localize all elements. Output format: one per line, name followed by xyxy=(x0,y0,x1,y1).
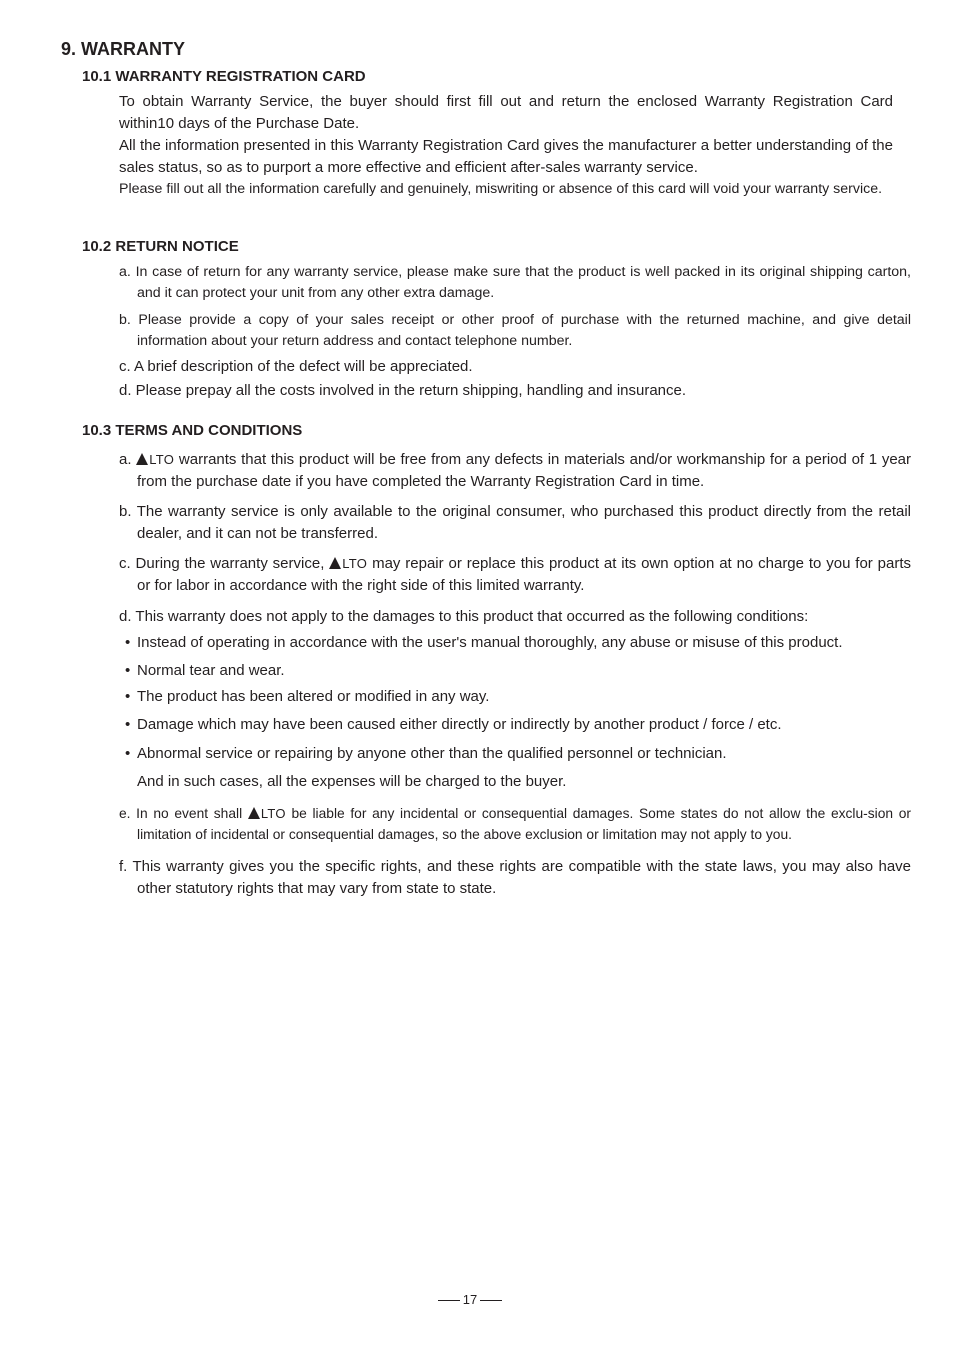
terms-item-d: d. This warranty does not apply to the damages to this product that occurred as the following conditions: xyxy=(119,608,809,625)
return-item-b: b. Please provide a copy of your sales receipt or other proof of purchase with the returned machine, and give detail information about your return address and contact telephone number. xyxy=(119,312,911,349)
bullet-icon: • xyxy=(125,688,131,705)
brand-logo: LTO xyxy=(329,553,367,575)
page-number-rule-left xyxy=(438,1300,460,1301)
list-item: • Damage which may have been caused either directly or indirectly by another product / force / etc. xyxy=(125,716,782,733)
terms-item-e: e. In no event shall LTO be liable for any incidental or consequential damages. Some states do not allow the exclu-sion or limitation of incidental or consequential damages, so the above exclusion or limitation may not apply to you. xyxy=(119,803,911,845)
list-item: • Abnormal service or repairing by anyone other than the qualified personnel or technician. xyxy=(125,745,727,762)
registration-paragraph-1: To obtain Warranty Service, the buyer should first fill out and return the enclosed Warranty Registration Card within10 days of the Purchase Date. xyxy=(119,93,893,132)
return-item-d: d. Please prepay all the costs involved in the return shipping, handling and insurance. xyxy=(119,382,687,399)
terms-item-c: c. During the warranty service, LTO may repair or replace this product at its own option at no charge to you for parts or for labor in accordance with the right side of this limited warranty. xyxy=(119,555,911,594)
list-item: • Instead of operating in accordance with the user's manual thoroughly, any abuse or misuse of this product. xyxy=(125,634,843,651)
terms-item-b: b. The warranty service is only available to the original consumer, who purchased this product directly from the retail dealer, and it can not be transferred. xyxy=(119,503,911,542)
registration-paragraph-3: Please fill out all the information carefully and genuinely, miswriting or absence of this card will void your warranty service. xyxy=(119,181,883,197)
page-heading: 9. WARRANTY xyxy=(61,39,186,59)
section-title-return: 10.2 RETURN NOTICE xyxy=(82,238,239,255)
terms-expenses-note: And in such cases, all the expenses will be charged to the buyer. xyxy=(137,773,567,790)
section-title-registration: 10.1 WARRANTY REGISTRATION CARD xyxy=(82,68,366,85)
return-item-c: c. A brief description of the defect will be appreciated. xyxy=(119,358,473,375)
return-item-a: a. In case of return for any warranty service, please make sure that the product is well packed in its original shipping carton, and it can protect your unit from any other extra damage. xyxy=(119,264,911,301)
brand-logo: LTO xyxy=(248,803,286,824)
bullet-icon: • xyxy=(125,745,131,762)
page-number: 17 xyxy=(0,1292,940,1307)
bullet-icon: • xyxy=(125,662,131,679)
terms-item-f: f. This warranty gives you the specific rights, and these rights are compatible with the state laws, you may also have other statutory rights that may vary from state to state. xyxy=(119,858,911,897)
brand-logo: LTO xyxy=(136,449,174,471)
brand-triangle-icon xyxy=(136,453,148,465)
bullet-icon: • xyxy=(125,634,131,651)
terms-item-a: a. LTO warrants that this product will be free from any defects in materials and/or workmanship for a period of 1 year from the purchase date if you have completed the Warranty Registration Card in time. xyxy=(119,451,911,490)
registration-paragraph-2: All the information presented in this Warranty Registration Card gives the manufacturer a better understanding of the sales status, so as to purport a more effective and efficient after-sales warranty service. xyxy=(119,137,893,176)
bullet-icon: • xyxy=(125,716,131,733)
section-title-terms: 10.3 TERMS AND CONDITIONS xyxy=(82,422,303,439)
list-item: • Normal tear and wear. xyxy=(125,662,285,679)
brand-triangle-icon xyxy=(248,807,260,819)
page-number-rule-right xyxy=(480,1300,502,1301)
brand-triangle-icon xyxy=(329,557,341,569)
list-item: • The product has been altered or modified in any way. xyxy=(125,688,490,705)
